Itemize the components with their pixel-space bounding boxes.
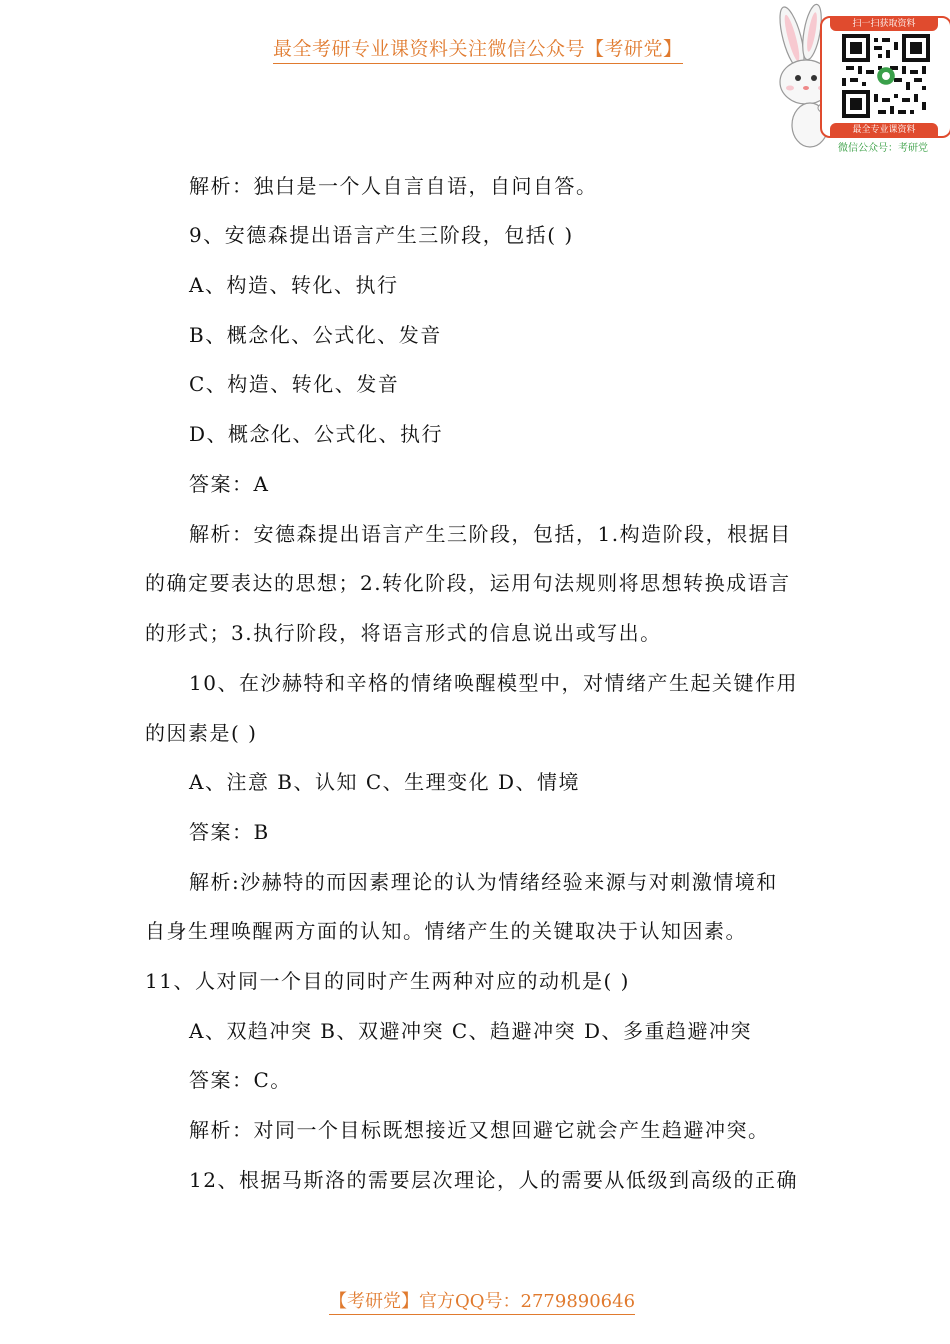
body-line: A、构造、转化、执行	[189, 273, 399, 297]
body-line: 9、安德森提出语言产生三阶段，包括( )	[189, 223, 574, 247]
body-line: 的形式；3.执行阶段，将语言形式的信息说出或写出。	[145, 621, 662, 645]
body-line: A、注意 B、认知 C、生理变化 D、情境	[189, 770, 581, 794]
body-line: C、构造、转化、发音	[189, 372, 400, 396]
promo-widget	[770, 0, 950, 160]
body-line: 答案：A	[189, 472, 270, 496]
qr-card	[820, 16, 950, 138]
body-line: 答案：B	[189, 820, 270, 844]
qr-top-label: 扫一扫获取资料	[830, 17, 938, 31]
body-line: 自身生理唤醒两方面的认知。情绪产生的关键取决于认知因素。	[145, 919, 747, 943]
body-line: 11、人对同一个目的同时产生两种对应的动机是( )	[145, 969, 630, 993]
body-line: 解析：安德森提出语言产生三阶段，包括，1.构造阶段，根据目	[189, 522, 792, 546]
body-line: 的因素是( )	[145, 721, 258, 745]
wechat-caption: 微信公众号：考研党	[838, 143, 928, 154]
body-line: 答案：C。	[189, 1068, 292, 1092]
body-line: 解析：对同一个目标既想接近又想回避它就会产生趋避冲突。	[189, 1118, 770, 1142]
body-line: 的确定要表达的思想；2.转化阶段，运用句法规则将思想转换成语言	[145, 571, 791, 595]
body-line: 12、根据马斯洛的需要层次理论，人的需要从低级到高级的正确	[189, 1168, 798, 1192]
body-line: 解析：独白是一个人自言自语，自问自答。	[189, 174, 598, 198]
qr-bottom-label: 最全专业课资料	[830, 123, 938, 137]
qr-code-icon[interactable]	[842, 34, 930, 118]
body-line: 解析:沙赫特的而因素理论的认为情绪经验来源与对刺激情境和	[189, 870, 778, 894]
header-banner: 最全考研专业课资料关注微信公众号【考研党】	[273, 34, 683, 64]
body-line: 10、在沙赫特和辛格的情绪唤醒模型中，对情绪产生起关键作用	[189, 671, 798, 695]
body-line: B、概念化、公式化、发音	[189, 323, 442, 347]
footer-contact: 【考研党】官方QQ号：2779890646	[329, 1287, 635, 1315]
body-line: A、双趋冲突 B、双避冲突 C、趋避冲突 D、多重趋避冲突	[189, 1019, 753, 1043]
body-line: D、概念化、公式化、执行	[189, 422, 444, 446]
